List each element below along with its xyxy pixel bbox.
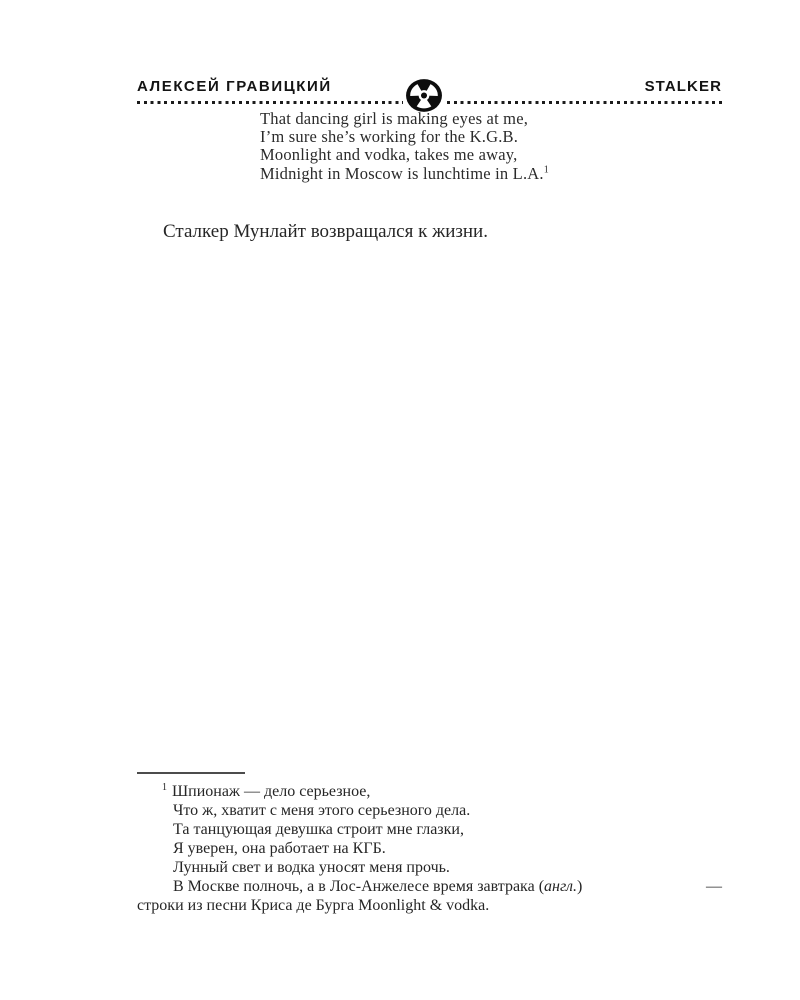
footnote-line [162, 782, 722, 801]
radiation-icon [405, 78, 443, 113]
epigraph-line [260, 165, 549, 183]
footnote-translation-text [137, 877, 582, 896]
footnote-block [137, 772, 722, 915]
footnote-line: Лунный свет и водка уносят меня прочь. [173, 859, 450, 876]
translation-prefix: В Москве полночь, а в Лос-Анжелесе время завтрака ( [173, 878, 545, 895]
footnote-line-text: Шпионаж — дело серьезное, [172, 783, 371, 800]
epigraph [260, 110, 549, 183]
footnote-line: Та танцующая девушка строит мне глазки, [173, 821, 464, 838]
header-dotted-rule-right [447, 101, 722, 104]
footnote-line: Я уверен, она работает на КГБ. [173, 840, 386, 857]
epigraph-line: Moonlight and vodka, takes me away, [260, 145, 518, 165]
translation-language-label: англ. [544, 878, 577, 895]
footnote-reference-marker: 1 [543, 164, 549, 176]
footnote-attribution: строки из песни Криса де Бурга Moonlight & vodka. [137, 897, 490, 914]
footnote-separator-rule [137, 772, 245, 774]
series-title: STALKER [644, 78, 722, 95]
translation-suffix: ) [576, 878, 583, 895]
footnote-marker: 1 [162, 781, 167, 793]
footnote-translation-line [137, 877, 722, 896]
body-paragraph: Сталкер Мунлайт возвращался к жизни. [163, 221, 488, 242]
translation-em-dash: — [706, 878, 722, 895]
header-dotted-rule-left [137, 101, 403, 104]
author-name: АЛЕКСЕЙ ГРАВИЦКИЙ [137, 78, 332, 95]
epigraph-line: That dancing girl is making eyes at me, [260, 109, 529, 128]
epigraph-line: I’m sure she’s working for the K.G.B. [260, 127, 519, 147]
epigraph-line-text: Midnight in Moscow is lunchtime in L.A. [260, 163, 544, 183]
footnote-line: Что ж, хватит с меня этого серьезного дела. [173, 802, 471, 819]
